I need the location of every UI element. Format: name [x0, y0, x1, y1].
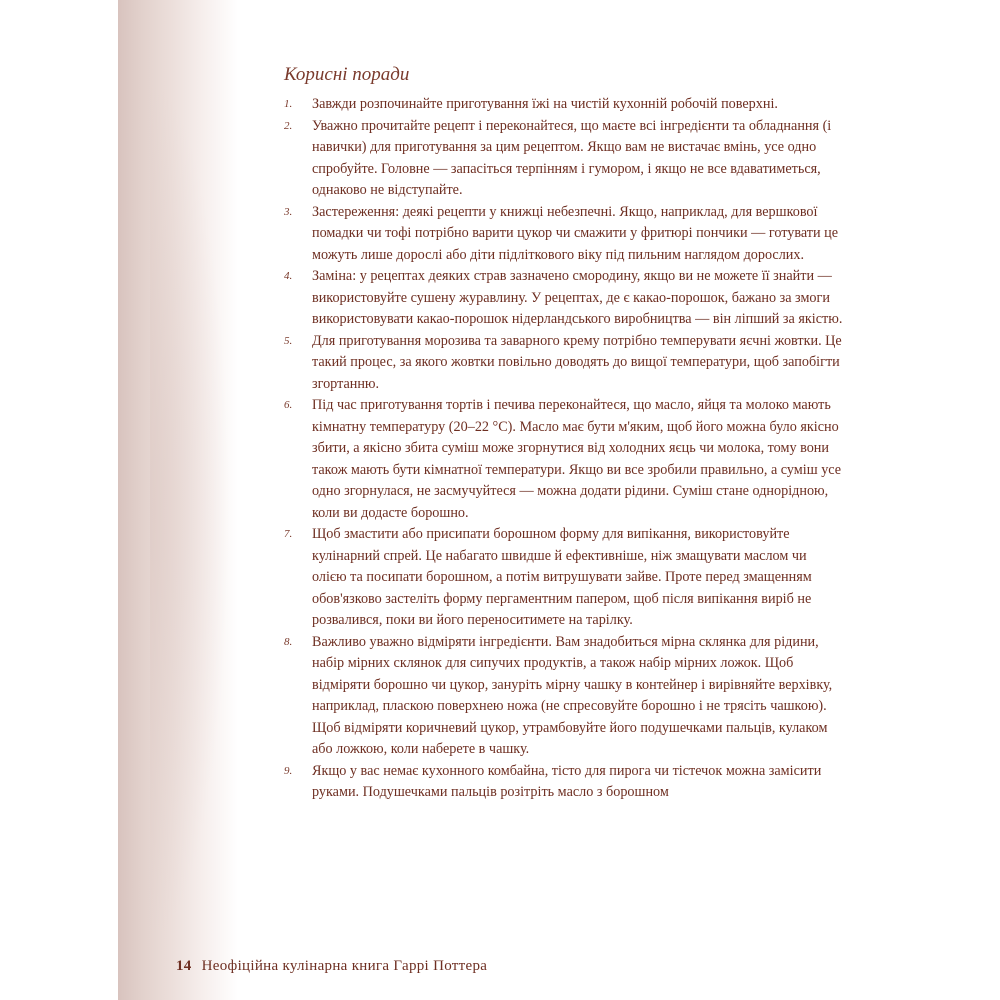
- tip-item: [284, 632, 844, 761]
- tip-item: [284, 395, 844, 524]
- tip-item: [284, 524, 844, 632]
- tip-text: Важливо уважно відміряти інгредієнти. Вам знадобиться мірна склянка для рідини, набір мірних склянок для сипучих продуктів, а також набір мірних ложок. Щоб відміряти борошно чи цукор, зануріть мірну чашку в контейнер і вирівняйте верхівку, наприклад, пласкою поверхнею ножа (не спресовуйте борошно і не трясіть чашкою). Щоб відміряти коричневий цукор, утрамбовуйте його подушечками пальців, кулаком або ложкою, коли наберете в чашку.: [312, 633, 833, 757]
- tip-number: 2.: [284, 119, 293, 132]
- tip-number: 4.: [284, 270, 293, 282]
- tip-text: Завжди розпочинайте приготування їжі на чистій кухонній робочій поверхні.: [312, 96, 778, 112]
- tip-item: [284, 116, 844, 202]
- tip-item: [284, 331, 844, 396]
- page-number: 14: [176, 958, 192, 974]
- tip-text: Застереження: деякі рецепти у книжці небезпечні. Якщо, наприклад, для вершкової помадки чи тофі потрібно варити цукор чи смажити у фритюрі пончики — готувати це можуть лише дорослі або діти підліткового віку під пильним наглядом дорослих.: [312, 203, 839, 263]
- tip-number: 1.: [284, 98, 293, 110]
- tip-number: 7.: [284, 528, 293, 540]
- tip-text: Для приготування морозива та заварного крему потрібно темперувати яєчні жовтки. Це такий процес, за якого жовтки повільно доводять до вищої температури, щоб запобігти згортанню.: [312, 332, 842, 392]
- tip-number: 3.: [284, 205, 293, 218]
- tip-item: [284, 266, 844, 331]
- tip-item: [284, 761, 844, 804]
- tip-text: Уважно прочитайте рецепт і переконайтеся, що маєте всі інгредієнти та обладнання (і навички) для приготування за цим рецептом. Якщо вам не вистачає вмінь, усе одно спробуйте. Головне — запасіться терпінням і гумором, і якщо не все вдаватиметься, однаково не відступайте.: [312, 117, 832, 198]
- tip-item: [284, 202, 844, 267]
- decorative-watercolor-shade: [150, 80, 230, 940]
- page-footer: [176, 958, 487, 975]
- tip-number: 9.: [284, 764, 293, 777]
- tip-number: 6.: [284, 399, 293, 411]
- tip-text: Заміна: у рецептах деяких страв зазначено смородину, якщо ви не можете її знайти — використовуйте сушену журавлину. У рецептах, де є какао-порошок, бажано за змоги використовувати какао-порошок нідерландського виробництва — він ліпший за якістю.: [312, 268, 843, 327]
- tips-list: [284, 94, 844, 804]
- tip-text: Щоб змастити або присипати борошном форму для випікання, використовуйте кулінарний спрей. Це набагато швидше й ефективніше, ніж змащувати маслом чи олією та посипати борошном, а потім витрушувати зайве. Проте перед змащенням обов'язково застеліть форму пергаментним папером, щоб після випікання виріб не розвалився, поки ви його переноситимете на тарілку.: [312, 526, 812, 628]
- tip-text: Під час приготування тортів і печива переконайтеся, що масло, яйця та молоко мають кімнатну температуру (20–22 °C). Масло має бути м'яким, щоб його можна було якісно збити, а якісно збита суміш може згорнутися від холодних яєць чи молока, тому вони також мають бути кімнатної температури. Якщо ви все зробили правильно, а суміш усе одно згорнулася, не засмучуйтеся — можна додати рідини. Суміш стане однорідною, коли ви додасте борошно.: [312, 397, 842, 521]
- tip-number: 8.: [284, 635, 293, 648]
- tip-text: Якщо у вас немає кухонного комбайна, тісто для пирога чи тістечок можна замісити руками. Подушечками пальців розітріть масло з борошном: [312, 762, 822, 800]
- running-title: Неофіційна кулінарна книга Гаррі Поттера: [201, 958, 488, 974]
- tip-item: [284, 94, 844, 116]
- tip-number: 5.: [284, 334, 293, 347]
- section-heading: Корисні поради: [284, 64, 410, 85]
